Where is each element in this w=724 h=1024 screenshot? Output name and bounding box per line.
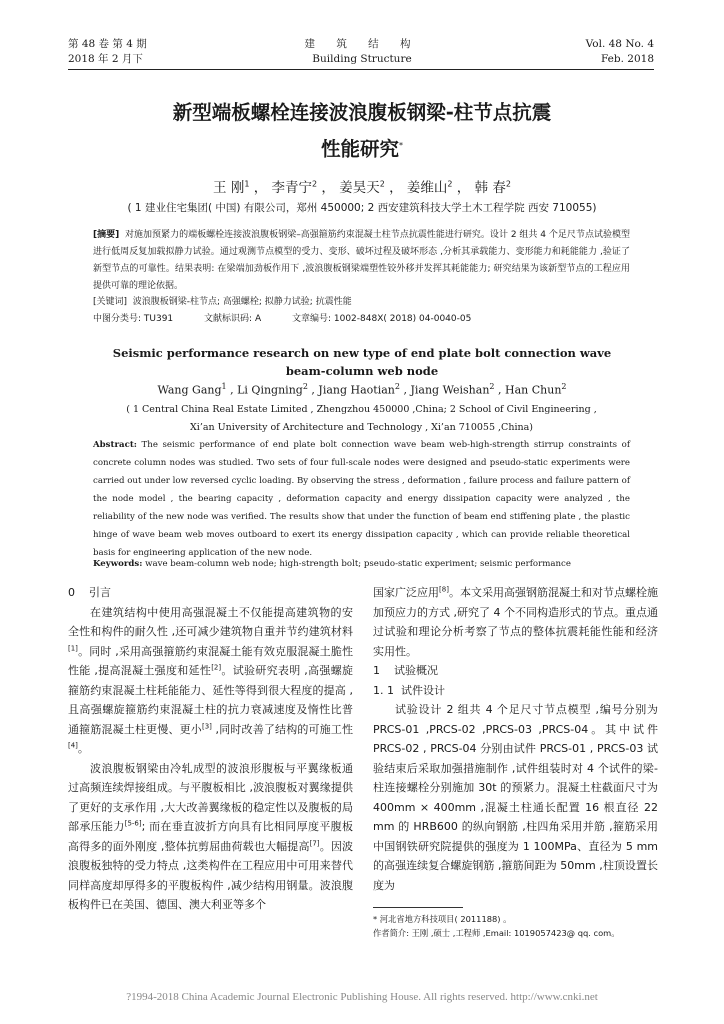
author-name: Li Qingning [237,383,303,397]
keywords-text: 波浪腹板钢梁-柱节点; 高强螺栓; 拟静力试验; 抗震性能 [132,297,352,307]
citation: [3] [201,721,212,730]
abstract-text: 对施加预紧力的端板螺栓连接波浪腹板钢梁–高强箍筋约束混凝土柱节点抗震性能进行研究。设计 2 组共 4 个足尺节点试验模型 进行低周反复加载拟静力试验。通过观测节点模型的受力、变形、破坏过程及破坏形态 ,分析其承载能力、变形能力和耗能能力 ,验证了新型节点的可靠性。结果表明: 在梁端加劲板作用下 ,波浪腹板钢梁端塑性铰外移并发挥其耗能能力; 研究结果为该新型节点的工程应用提供可靠的理论依据。 [93,230,630,291]
citation: [5-6] [124,819,142,828]
article-number: 文章编号: 1002-848X( 2018) 04-0040-05 [291,314,472,324]
author-name: 姜昊天 [339,180,380,196]
affiliation-cn: ( 1 建业住宅集团( 中国) 有限公司，郑州 450000; 2 西安建筑科技大学土木工程学院 西安 710055) [127,202,597,214]
keywords-text-en: wave beam-column web node; high-strength bolt; pseudo-static experiment; seismic performance [145,559,571,569]
subsection-heading: 1. 1 试件设计 [373,683,445,697]
citation: [4] [68,741,78,750]
keywords-label-en: Keywords: [93,559,143,569]
copyright-line: ?1994-2018 China Academic Journal Electronic Publishing House. All rights reserved. http://www.cnki.net [126,991,598,1003]
footnote-rule [373,907,463,908]
header-rule [68,69,654,70]
paper-title: 新型端板螺栓连接波浪腹板钢梁-柱节点抗震 性能研究* [172,101,552,161]
abstract-label: [摘要] [93,230,120,240]
citation: [1] [68,643,78,652]
author-list-cn: 王 刚$^1$ ， 李青宁$^2$ ， 姜昊天$^2$ ， 姜维山$^2$ ， 韩 春$^2$ [213,179,511,196]
affiliation-en: ( 1 Central China Real Estate Limited , Zhengzhou 450000 ,China; 2 School of Civil Engineering , Xi’an University of Architecture and Technology , Xi’an 710055 ,China) [126,404,597,433]
author-name: Wang Gang [157,383,222,397]
author-list-en: Wang Gang$^1$ , Li Qingning$^2$ , Jiang Haotian$^2$ , Jiang Weishan$^2$ , Han Chun$^2$ [157,382,567,397]
citation: [8] [439,585,449,594]
paragraph: 在建筑结构中使用高强混凝土不仅能提高建筑物的安全性和构件的耐久性 ,还可减少建筑物自重并节约建筑材料[1]。同时 ,采用高强箍筋约束混凝土能有效克服混凝土脆性性能 ,提高混凝土强度和延性[2]。试验研究表明 ,高强螺旋箍筋约束混凝土柱耗能能力、延性等得到很大程度的提高 ,且高强螺旋箍筋约束混凝土柱的抗力衰减速度及惰性比普通箍筋混凝土柱更慢、更小[3] ,同时改善了结构的可施工性[4]。 [68,605,354,755]
paragraph: 试验设计 2 组共 4 个足尺寸节点模型 ,编号分别为 PRCS-01 ,PRCS-02 ,PRCS-03 ,PRCS-04。其中试件 PRCS-02 , PRCS-04 分别由试件 PRCS-01 , PRCS-03 试验结束后采取加强措施制作 ,试件组装时对 4 个试件的梁-柱连接螺栓分别施加 30t 的预紧力。混凝土柱截面尺寸为 400mm × 400mm ,混凝土柱通长配置 16 根直径 22 mm 的 HRB600 的纵向钢筋 ,柱四角采用并筋 ,箍筋采用中国钢铁研究院提供的强度为 1 100MPa、直径为 5 mm 的高强连续复合螺旋钢筋 ,箍筋间距为 50mm ,柱顶设置长度为 [373,703,658,892]
author-name: 李青宁 [271,180,313,196]
paper-title-en: Seismic performance research on new type of end plate bolt connection wave beam-column web node [112,346,612,378]
keywords-en [93,556,630,572]
author-name: 韩 春 [474,180,506,196]
abstract-en [93,436,630,562]
abstract-text-en: The seismic performance of end plate bolt connection wave beam web-high-strength stirrup constraints of concrete column nodes was studied. Two sets of four full-scale nodes were designed and pseudo-static experiments were carried out under low reversed cyclic loading. By observing the stress , deformation , failure process and failure pattern of the node model , the bearing capacity , deformation capacity and energy dissipation capacity were analyzed , the reliability of the new node was verified. The results show that under the function of beam end stiffening plate , the plastic hinge of wave beam web moves outboard to exert its energy dissipation capacity , which can provide reliable theoretical basis for engineering application of the new node. [93,440,631,558]
keywords-label: [关键词] [93,297,128,307]
paragraph: 波浪腹板钢梁由冷轧成型的波浪形腹板与平翼缘板通过高频连续焊接组成。与平腹板相比 ,波浪腹板对翼缘提供了更好的支承作用 ,大大改善翼缘板的稳定性以及腹板的局部承压能力[5-6]; 而在垂直波折方向具有比相同厚度平腹板高得多的面外刚度 ,整体抗剪屈曲荷载也大幅提高[7]。因波浪腹板独特的受力特点 ,这类构件在工程应用中可用来替代同样高度却厚得多的平腹板构件 ,减少结构用钢量。波浪腹板构件已在美国、德国、澳大利亚等多个 [68,761,354,911]
author-name: Han Chun [505,383,562,397]
journal-issue-info: Vol. 48 No. 4 Feb. 2018 [585,38,654,65]
author-name: Jiang Weishan [410,383,490,397]
body-column-right [373,583,658,895]
paragraph-continued: 国家广泛应用[8]。本文采用高强钢筋混凝土和对节点螺栓施加预应力的方式 ,研究了 4 个不同构造形式的节点。重点通过试验和理论分析考察了节点的整体抗震耗能性能和经济实用性。 [373,585,659,658]
author-name: 王 刚 [213,180,245,196]
abstract-label-en: Abstract: [93,440,137,450]
title-footnote-mark: * [399,141,403,150]
author-bio-note: 作者简介: 王刚 ,硕士 ,工程师 ,Email: 1019057423@ qq. com。 [373,928,620,938]
section-heading: 1 试验概况 [373,664,438,677]
classification-line [93,312,630,327]
footnotes [373,912,658,940]
keywords-cn [93,295,630,310]
document-code: 文献标识码: A [204,314,262,324]
abstract-cn [93,227,630,295]
body-column-left [68,583,353,915]
author-name: Jiang Haotian [318,383,395,397]
clc-number: 中图分类号: TU391 [93,314,174,324]
author-name: 姜维山 [406,180,448,196]
funding-note: * 河北省地方科技项目( 2011188) 。 [373,914,512,924]
citation: [2] [211,663,222,672]
citation: [7] [309,838,320,847]
journal-name: 建 筑 结 构 Building Structure [304,38,420,65]
section-heading: 0 引言 [68,586,111,599]
journal-volume-info: 第 48 卷 第 4 期 2018 年 2 月下 [68,38,147,65]
